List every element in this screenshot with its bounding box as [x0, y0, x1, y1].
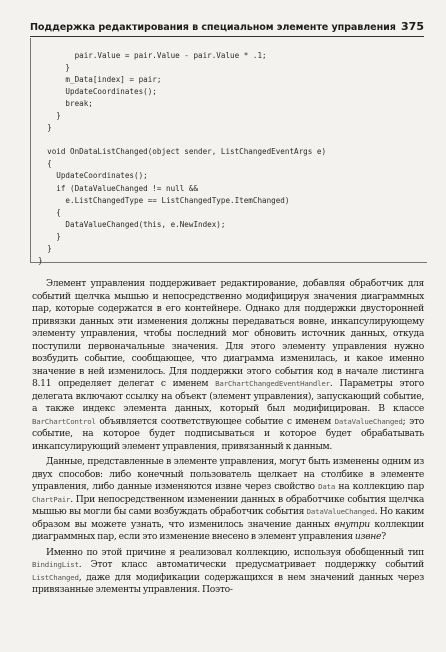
code-line: } [38, 111, 61, 121]
text-run: ; это событие, на которое будет подписываться и которое будет обрабатывать инкапсулирующий элемент управления, привязанный к данным. [32, 415, 424, 452]
text-run: . Параметры этого делегата включают ссылку на объект (элемент управления), запускающий событие, а также индекс элемента данных, который был модифицирован. В классе [32, 378, 424, 414]
code-line: e.ListChangedType == ListChangedType.ItemChanged) [38, 195, 290, 205]
inline-code: ChartPair [32, 494, 71, 504]
code-line: if (DataValueChanged != null && [38, 183, 199, 193]
inline-code: DataValueChanged [306, 507, 375, 516]
code-line: { [38, 159, 52, 169]
code-line: m_Data[index] = pair; [38, 75, 162, 85]
code-line: } [38, 123, 52, 133]
code-line: break; [38, 99, 93, 109]
code-line: UpdateCoordinates(); [38, 171, 148, 181]
text-run: . Этот класс автоматически предусматривает поддержку событий [78, 559, 424, 570]
code-line: DataValueChanged(this, e.NewIndex); [38, 219, 226, 229]
paragraph [32, 456, 424, 544]
code-line [38, 134, 326, 146]
text-run: . Но каким образом вы можете узнать, что изменилось значение данных [32, 506, 424, 530]
code-line: void OnDataListChanged(object sender, ListChangedEventArgs e) [38, 147, 327, 157]
paragraph [32, 547, 424, 597]
header-rule [30, 36, 424, 37]
text-run: . При непосредственном изменении данных в обработчике события щелчка мышью вы могли бы сами возбуждать обработчик события [32, 493, 424, 517]
paragraph [32, 278, 424, 453]
inline-code: Data [318, 482, 336, 491]
text-run: Именно по этой причине я реализовал коллекцию, используя обобщенный тип [46, 546, 424, 558]
code-line: } [38, 63, 71, 73]
code-line: } [38, 243, 52, 253]
code-line: } [38, 255, 43, 265]
inline-code: BarChartControl [32, 416, 96, 426]
code-line: UpdateCoordinates(); [38, 87, 157, 97]
body-text [32, 278, 424, 597]
code-line: { [38, 207, 61, 217]
inline-code: BarChartChangedEventHandler [215, 379, 330, 388]
text-run: объявляется соответствующее событие с именем [95, 415, 335, 427]
chapter-section-title: Поддержка редактирования в специальном элементе управления [30, 22, 396, 33]
text-run: Элемент управления поддерживает редактирование, добавляя обработчик для событий щелчка мышью и непосредственно модифицируя значения диаграммных пар, которые содержатся в его контейнере. Однако для поддержки двусторонней привязки данных эти изменения должны передаваться вовне, инкапсулирующему элементу управления, чтобы последний мог обновить источник данных, откуда поступили первоначальные значения. Для этого элементу управления нужно возбудить событие, сообщающее, что диаграмма изменилась, и какое именно значение в ней изменилось. Для поддержки этого события код в начале листинга 8.11 определяет делегат с именем [32, 278, 424, 389]
text-run: коллекции диаграммных пар, если это изменение внесено в элемент управления [32, 518, 424, 542]
text-run: ? [381, 531, 386, 542]
emphasis: извне [354, 531, 382, 542]
text-run: на коллекцию пар [335, 481, 424, 492]
running-head [30, 20, 424, 33]
code-line: pair.Value = pair.Value - pair.Value * .1; [38, 51, 267, 60]
text-run: Данные, представленные в элементе управления, могут быть изменены одним из двух способов: либо конечный пользователь щелкает на столбике в элементе управления, либо данные изменяются извне через свойство [32, 456, 424, 492]
emphasis: внутри [334, 518, 370, 530]
text-run: , даже для модификации содержащихся в нем значений данных через привязанные элементы управления. Поэто- [32, 571, 424, 595]
page-number: 375 [401, 20, 424, 33]
inline-code: DataValueChanged [334, 416, 403, 426]
inline-code: BindingList [32, 560, 79, 569]
code-line: } [38, 231, 61, 241]
inline-code: ListChanged [32, 572, 79, 582]
code-listing [38, 50, 326, 267]
